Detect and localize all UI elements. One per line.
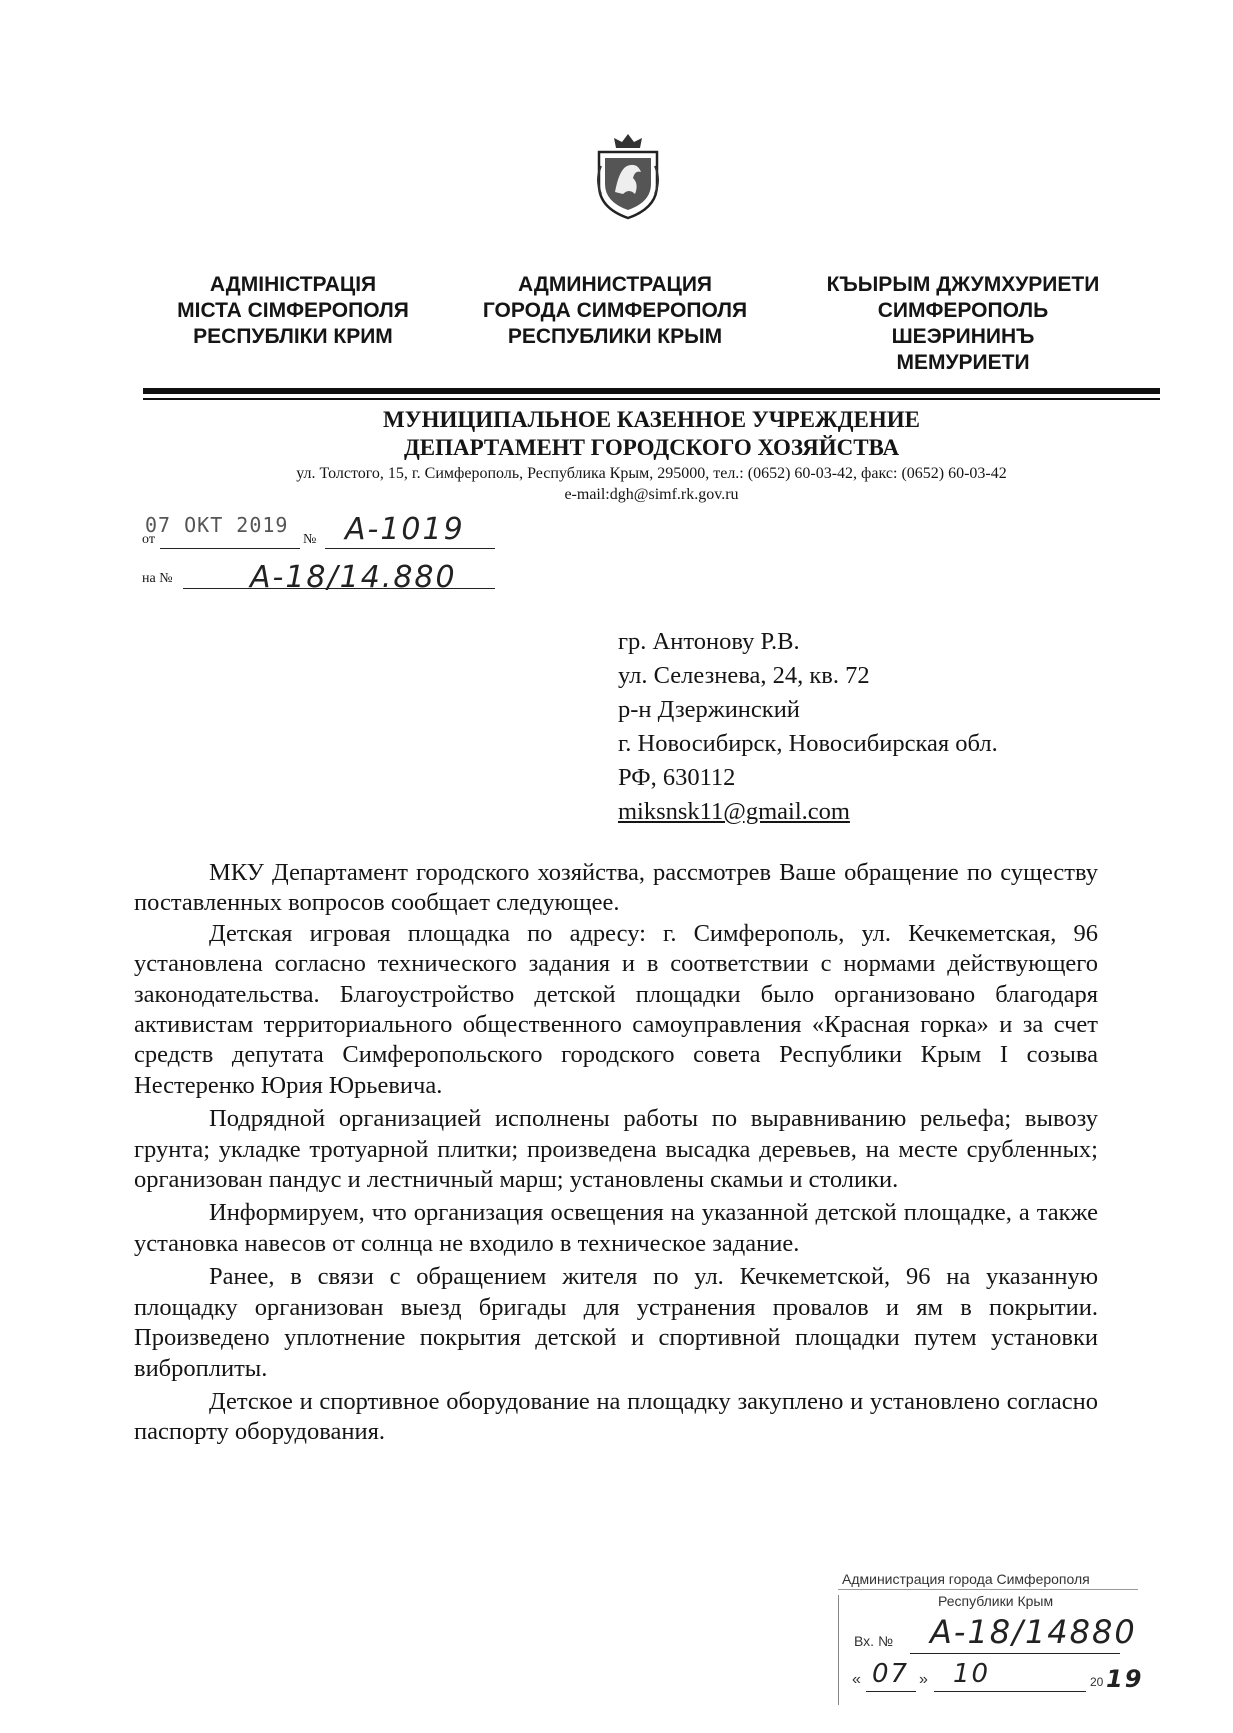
- stamp-vh-number-handwritten: А-18/14880: [930, 1613, 1137, 1651]
- stamp-organization: Администрация города Симферополя: [842, 1571, 1090, 1587]
- organization-address: ул. Толстого, 15, г. Симферополь, Республика Крым, 295000, тел.: (0652) 60-03-42, факс: (0652) 60-03-42: [296, 465, 1007, 482]
- recipient-line: РФ, 630112: [618, 764, 736, 791]
- recipient-line: ул. Селезнева, 24, кв. 72: [618, 662, 870, 689]
- recipient-line: г. Новосибирск, Новосибирская обл.: [618, 730, 998, 757]
- header-crimean-tatar-line: МЕМУРИЕТИ: [896, 351, 1030, 374]
- stamp-region: Республики Крым: [938, 1593, 1054, 1609]
- stamp-top-border: [838, 1589, 1138, 1590]
- outgoing-from-label: от: [142, 532, 155, 547]
- stamp-year-prefix: 20: [1090, 1675, 1104, 1689]
- outgoing-date-underline: [160, 548, 300, 549]
- header-ukrainian-line: МІСТА СІМФЕРОПОЛЯ: [177, 299, 409, 322]
- header-crimean-tatar: [798, 272, 1128, 376]
- crimea-coat-of-arms-icon: [593, 130, 663, 220]
- header-ukrainian-line: РЕСПУБЛІКИ КРИМ: [193, 325, 393, 348]
- stamp-year-handwritten: 19: [1106, 1665, 1144, 1693]
- header-divider-thin: [143, 398, 1160, 400]
- body-paragraph: Детская игровая площадка по адресу: г. Симферополь, ул. Кечкеметская, 96 установлена согласно технического задания и в соответствии с нормами действующего законодательства. Благоустройство детской площадки было организовано благодаря активистам территориального общественного самоуправления «Красная горка» и за счет средств депутата Симферопольского городского совета Республики Крым I созыва Нестеренко Юрия Юрьевича.: [134, 919, 1098, 1099]
- header-divider-thick: [143, 388, 1160, 394]
- header-ukrainian-line: АДМІНІСТРАЦІЯ: [209, 273, 377, 296]
- header-russian-line: АДМИНИСТРАЦИЯ: [517, 273, 713, 296]
- outgoing-number-underline: [325, 548, 495, 549]
- letter-body: [134, 858, 1098, 1448]
- stamp-day-handwritten: 07: [872, 1659, 910, 1689]
- stamp-day-open-quote: «: [852, 1671, 861, 1688]
- recipient-line: гр. Антонову Р.В.: [618, 628, 800, 655]
- outgoing-number-handwritten: А-1019: [345, 512, 465, 547]
- header-crimean-tatar-line: ШЕЭРИНИНЪ: [891, 325, 1035, 348]
- reply-to-underline: [183, 588, 495, 589]
- organization-title-line2: ДЕПАРТАМЕНТ ГОРОДСКОГО ХОЗЯЙСТВА: [403, 435, 900, 460]
- stamp-month-handwritten: 10: [953, 1659, 991, 1689]
- header-russian: [465, 272, 765, 350]
- stamp-month-underline: [934, 1691, 1086, 1692]
- header-crimean-tatar-line: СИМФЕРОПОЛЬ: [877, 299, 1049, 322]
- stamp-vh-underline: [910, 1653, 1120, 1654]
- reply-to-label: на №: [142, 571, 173, 586]
- incoming-registration-stamp: [838, 1571, 1160, 1721]
- organization-title-line1: МУНИЦИПАЛЬНОЕ КАЗЕННОЕ УЧРЕЖДЕНИЕ: [383, 407, 920, 432]
- outgoing-number-label: №: [303, 532, 317, 547]
- reply-to-number-handwritten: А-18/14.880: [250, 560, 457, 595]
- recipient-block: [618, 625, 998, 829]
- body-paragraph: Детское и спортивное оборудование на площадку закуплено и установлено согласно паспорту оборудования.: [134, 1387, 1098, 1446]
- stamp-vh-label: Вх. №: [854, 1633, 893, 1649]
- outgoing-date-stamp: 07 ОКТ 2019: [145, 513, 289, 537]
- organization-email: e-mail:dgh@simf.rk.gov.ru: [564, 486, 739, 503]
- body-paragraph: Информируем, что организация освещения на указанной детской площадке, а также установка навесов от солнца не входило в техническое задание.: [134, 1199, 1098, 1257]
- stamp-day-underline: [866, 1691, 916, 1692]
- header-russian-line: ГОРОДА СИМФЕРОПОЛЯ: [482, 299, 748, 322]
- recipient-email: miksnsk11@gmail.com: [618, 798, 850, 825]
- header-crimean-tatar-line: КЪЫРЫМ ДЖУМХУРИЕТИ: [826, 273, 1100, 296]
- body-paragraph: МКУ Департамент городского хозяйства, рассмотрев Ваше обращение по существу поставленных вопросов сообщает следующее.: [134, 859, 1098, 917]
- stamp-day-close-quote: »: [919, 1671, 928, 1688]
- header-russian-line: РЕСПУБЛИКИ КРЫМ: [507, 325, 723, 348]
- recipient-line: р-н Дзержинский: [618, 696, 800, 723]
- body-paragraph: Подрядной организацией исполнены работы по выравниванию рельефа; вывозу грунта; укладке тротуарной плитки; произведена высадка деревьев, на месте срубленных; организован пандус и лестничный марш; установлены скамьи и столики.: [134, 1105, 1098, 1194]
- stamp-left-border: [838, 1595, 839, 1705]
- header-ukrainian: [143, 272, 443, 350]
- body-paragraph: Ранее, в связи с обращением жителя по ул. Кечкеметской, 96 на указанную площадку организован выезд бригады для устранения провалов и ям в покрытии. Произведено уплотнение покрытия детской и спортивной площадки путем установки виброплиты.: [134, 1263, 1098, 1382]
